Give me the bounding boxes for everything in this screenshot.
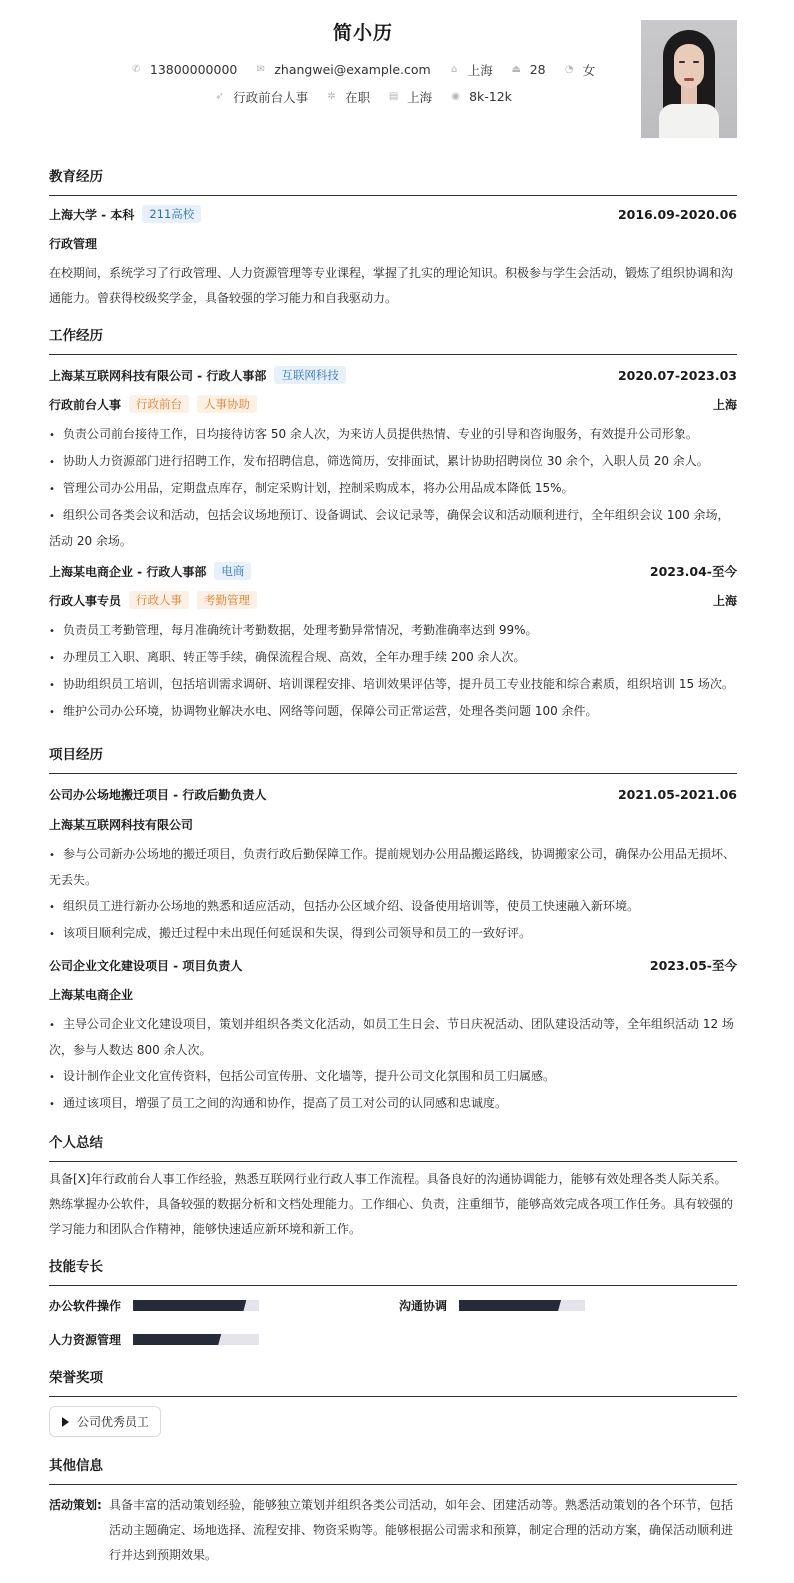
section-divider [49,1396,737,1397]
major-row [49,235,737,252]
section-divider [49,195,737,196]
job-status: ✲ 在职 [327,89,371,105]
work-bullets [49,618,737,725]
skill-bar [133,1300,259,1311]
section-title: 其他信息 [49,1458,103,1474]
project-name: 公司办公场地搬迁项目 - 行政后勤负责人 [49,788,267,802]
award-item [49,1406,161,1437]
list-item: • 通过该项目，增强了员工之间的沟通和协作，提高了员工对公司的认同感和忠诚度。 [49,1096,508,1110]
building-icon: ▤ [388,91,399,102]
skill-item [49,1297,259,1314]
work-date: 2020.07-2023.03 [617,367,737,383]
list-item: • 维护公司办公环境，协调物业解决水电、网络等问题，保障公司正常运营，处理各类问题 100 余件。 [49,704,598,718]
education-entry-header [49,205,737,223]
list-item: • 协助人力资源部门进行招聘工作，发布招聘信息，筛选简历，安排面试，累计协助招聘岗位 30 余个，入职人员 20 余人。 [49,454,709,468]
resume-header [49,0,737,150]
company-name: 上海某电商企业 - 行政人事部 [49,564,207,579]
work-location: 上海 [712,593,737,608]
job-target: ➶ 行政前台人事 [215,89,309,105]
project-name: 公司企业文化建设项目 - 项目负责人 [49,958,243,973]
skill-fill [459,1300,561,1311]
school-name: 上海大学 - 本科 [49,207,135,222]
section-divider [49,1285,737,1286]
list-item: • 负责公司前台接待工作，日均接待访客 50 余人次，为来访人员提供热情、专业的引导和咨询服务，有效提升公司形象。 [49,427,698,441]
project-entry-header [49,956,737,974]
work-entry-header [49,562,737,580]
job-intent-row [49,87,677,106]
summary-text: 具备[X]年行政前台人事工作经验，熟悉互联网行业行政人事工作流程。具备良好的沟通协调能力，能够有效处理各类人际关系。熟练掌握办公软件，具备较强的数据分析和文档处理能力。工作细心、负责，注重细节，能够高效完成各项工作任务。具有较强的学习能力和团队合作精神，能够快速适应新环境和新工作。 [49,1172,734,1236]
project-company-row [49,816,737,833]
position-tag: 人事协助 [197,395,257,413]
position-tag: 考勤管理 [197,591,257,609]
phone-icon: ✆ [132,64,141,75]
work-position-row [49,395,737,413]
other-item [49,1493,737,1568]
awards-section [49,1369,737,1397]
list-item: • 该项目顺利完成，搬迁过程中未出现任何延误和失误，得到公司领导和员工的一致好评。 [49,926,532,940]
section-title: 教育经历 [49,169,103,185]
gender-icon: ◔ [564,64,574,75]
other-section [49,1457,737,1485]
skill-fill [133,1300,246,1311]
work-entry-header [49,366,737,384]
list-item: • 设计制作企业文化宣传资料，包括公司宣传册、文化墙等，提升公司文化氛围和员工归属感。 [49,1069,556,1083]
status-icon: ✲ [327,91,336,102]
home-icon: ⌂ [451,64,458,75]
section-title: 技能专长 [49,1259,103,1275]
list-item: • 负责员工考勤管理，每月准确统计考勤数据，处理考勤异常情况，考勤准确率达到 99%。 [49,623,538,637]
work-date: 2023.04-至今 [649,564,737,579]
job-salary: ◉ 8k-12k [451,89,512,104]
contact-gender: ◔ 女 [564,62,596,78]
skill-item [49,1331,259,1348]
projects-section [49,746,737,774]
list-item: • 协助组织员工培训，包括培训需求调研、培训课程安排、培训效果评估等，提升员工专业技能和综合素质，组织培训 15 场次。 [49,677,734,691]
contact-row [49,60,677,79]
section-divider [49,773,737,774]
skill-bar [133,1334,259,1345]
education-section [49,168,737,196]
list-item: • 组织员工进行新办公场地的熟悉和适应活动，包括办公区域介绍、设备使用培训等，使员工快速融入新环境。 [49,899,640,913]
list-item: • 组织公司各类会议和活动，包括会议场地预订、设备调试、会议记录等，确保会议和活动顺利进行，全年组织会议 100 余场，活动 20 余场。 [49,508,730,548]
job-city: ▤ 上海 [388,89,433,105]
age-icon: ⏏ [511,64,521,75]
section-title: 个人总结 [49,1135,103,1151]
skill-label: 沟通协调 [399,1299,448,1313]
position-title: 行政人事专员 [49,593,122,608]
work-section [49,327,737,355]
award-label: 公司优秀员工 [77,1415,150,1429]
skill-label: 办公软件操作 [49,1299,122,1313]
contact-age: ⏏ 28 [511,62,546,77]
education-description: 在校期间，系统学习了行政管理、人力资源管理等专业课程，掌握了扎实的理论知识。积极参与学生会活动，锻炼了组织协调和沟通能力。曾获得校级奖学金，具备较强的学习能力和自我驱动力。 [49,266,734,305]
contact-email: ✉ zhangwei@example.com [256,62,431,77]
company-name: 上海某互联网科技有限公司 - 行政人事部 [49,368,267,383]
contact-city: ⌂ 上海 [449,61,493,79]
summary-section [49,1134,737,1162]
list-item: • 管理公司办公用品，定期盘点库存，制定采购计划，控制采购成本，将办公用品成本降低 15%。 [49,481,574,495]
skill-bar [459,1300,585,1311]
education-date: 2016.09-2020.06 [617,206,737,222]
skill-fill [133,1334,221,1345]
major: 行政管理 [49,237,98,251]
project-bullets [49,842,737,947]
candidate-name: 简小历 [332,22,393,44]
list-item: • 办理员工入职、离职、转正等手续，确保流程合规、高效，全年办理手续 200 余人次。 [49,650,526,664]
industry-tag: 互联网科技 [274,366,346,384]
project-company-row [49,986,737,1003]
salary-icon: ◉ [451,91,460,102]
project-entry-header [49,786,737,803]
project-company: 上海某电商企业 [49,988,134,1002]
skill-label: 人力资源管理 [49,1333,122,1347]
section-divider [49,1484,737,1485]
list-item: • 主导公司企业文化建设项目，策划并组织各类文化活动，如员工生日会、节日庆祝活动、团队建设活动等，全年组织活动 12 场次，参与人数达 800 余人次。 [49,1017,734,1057]
position-title: 行政前台人事 [49,397,122,412]
position-tag: 行政人事 [129,591,189,609]
resume-page [49,0,737,1562]
section-title: 工作经历 [49,328,103,344]
project-date: 2021.05-2021.06 [617,787,737,802]
section-title: 荣誉奖项 [49,1370,103,1386]
position-tag: 行政前台 [129,395,189,413]
industry-tag: 电商 [214,562,251,580]
work-bullets [49,422,737,554]
project-date: 2023.05-至今 [649,958,737,973]
section-divider [49,354,737,355]
send-icon: ➶ [215,91,224,102]
contact-phone: ✆ 13800000000 [132,62,238,77]
project-company: 上海某互联网科技有限公司 [49,818,194,832]
project-bullets [49,1012,737,1117]
list-item: • 参与公司新办公场地的搬迁项目，负责行政后勤保障工作。提前规划办公用品搬运路线，协调搬家公司，确保办公用品无损坏、无丢失。 [49,847,736,887]
triangle-bullet-icon [62,1417,69,1427]
profile-photo [641,20,737,138]
other-text: 具备丰富的活动策划经验，能够独立策划并组织各类公司活动，如年会、团建活动等。熟悉活动策划的各个环节，包括活动主题确定、场地选择、流程安排、物资采购等。能够根据公司需求和预算，制定合理的活动方案，确保活动顺利进行并达到预期效果。 [109,1498,734,1562]
skills-section [49,1258,737,1286]
section-divider [49,1161,737,1162]
skill-item [399,1297,585,1314]
mail-icon: ✉ [256,64,266,75]
work-position-row [49,591,737,609]
school-tag: 211高校 [142,205,201,223]
other-label: 活动策划: [49,1498,102,1512]
work-location: 上海 [712,397,737,412]
section-title: 项目经历 [49,747,103,763]
